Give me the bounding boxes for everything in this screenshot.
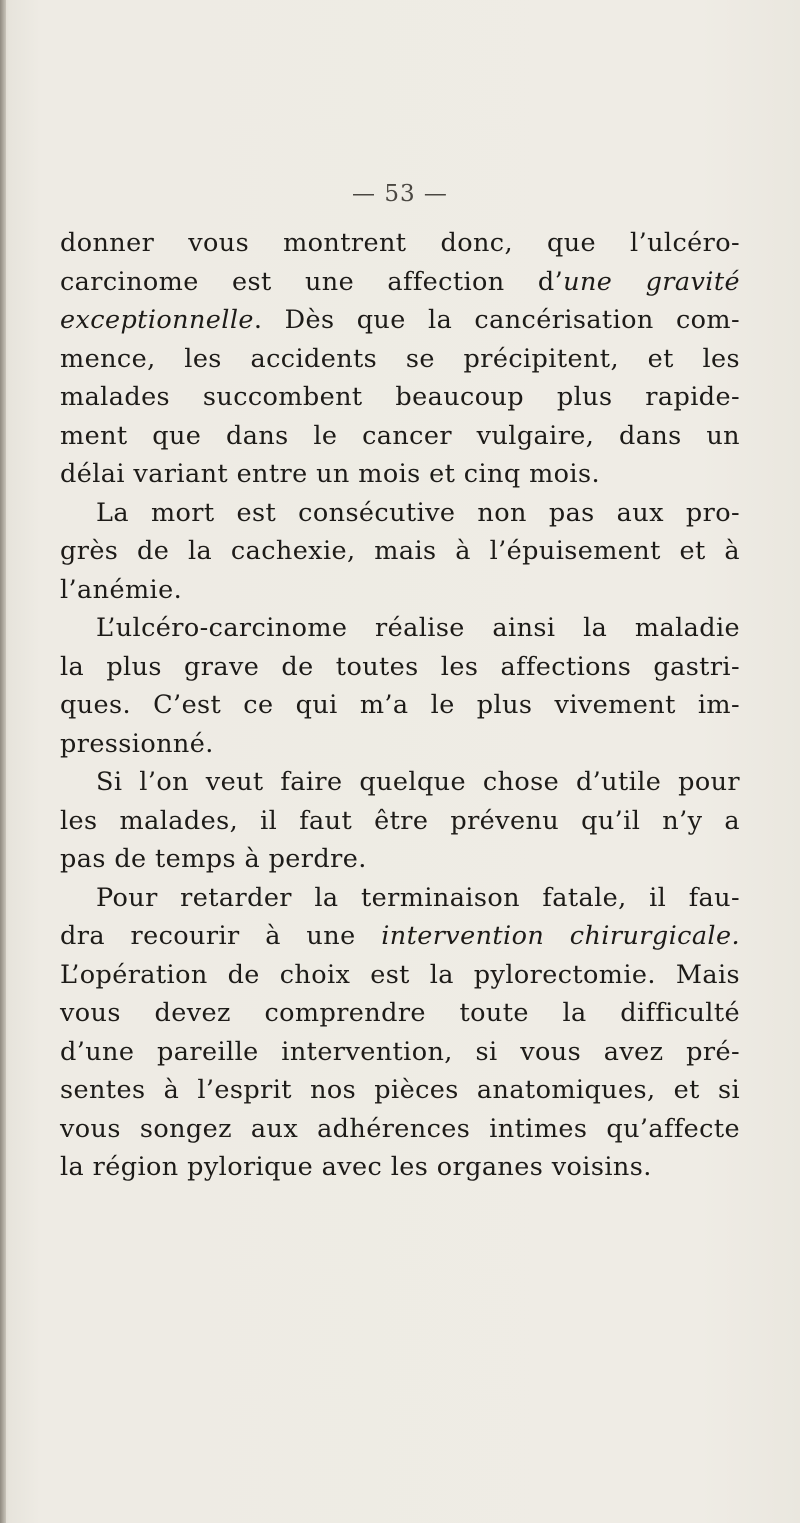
text-line: L’ulcéro-carcinome réalise ainsi la maladie bbox=[96, 613, 740, 643]
text-line: La mort est consécutive non pas aux pro- bbox=[96, 497, 740, 528]
text-line: dra recourir à une intervention chirurgicale. bbox=[60, 921, 740, 951]
italic-phrase: une gravité bbox=[563, 266, 740, 297]
italic-phrase: intervention chirurgicale. bbox=[381, 921, 740, 951]
body-text bbox=[60, 224, 740, 1187]
text-line: Pour retarder la terminaison fatale, il fau- bbox=[96, 882, 740, 913]
text-line: ment que dans le cancer vulgaire, dans un bbox=[60, 420, 740, 451]
text-line: pas de temps à perdre. bbox=[60, 844, 367, 874]
text-line: Si l’on veut faire quelque chose d’utile pour bbox=[96, 767, 740, 797]
text-line: donner vous montrent donc, que l’ulcéro- bbox=[60, 228, 740, 258]
text-line: la plus grave de toutes les affections gastri- bbox=[60, 651, 740, 682]
text-line: exceptionnelle. Dès que la cancérisation com- bbox=[60, 305, 740, 335]
text-line: L’opération de choix est la pylorectomie. Mais bbox=[60, 959, 740, 990]
text-line: grès de la cachexie, mais à l’épuisement et à bbox=[60, 536, 740, 566]
page-binding-edge bbox=[0, 0, 6, 1523]
text-line: pressionné. bbox=[60, 728, 214, 759]
text-line: ques. C’est ce qui m’a le plus vivement im- bbox=[60, 690, 740, 720]
italic-phrase: exceptionnelle bbox=[60, 305, 254, 335]
text-line: carcinome est une affection d’une gravité bbox=[60, 266, 740, 297]
text-line: la région pylorique avec les organes voisins. bbox=[60, 1152, 652, 1182]
text-line: les malades, il faut être prévenu qu’il n’y a bbox=[60, 805, 740, 836]
text-line: malades succombent beaucoup plus rapide- bbox=[60, 382, 740, 412]
text-line: délai variant entre un mois et cinq mois. bbox=[60, 459, 600, 489]
text-line: d’une pareille intervention, si vous avez pré- bbox=[60, 1036, 740, 1067]
text-line: vous songez aux adhérences intimes qu’affecte bbox=[60, 1113, 740, 1144]
text-line: l’anémie. bbox=[60, 574, 183, 605]
page-number: — 53 — bbox=[352, 181, 448, 207]
text-line: sentes à l’esprit nos pièces anatomiques, et si bbox=[60, 1075, 740, 1105]
text-line: vous devez comprendre toute la difficulté bbox=[60, 998, 740, 1028]
text-line: mence, les accidents se précipitent, et les bbox=[60, 343, 740, 374]
